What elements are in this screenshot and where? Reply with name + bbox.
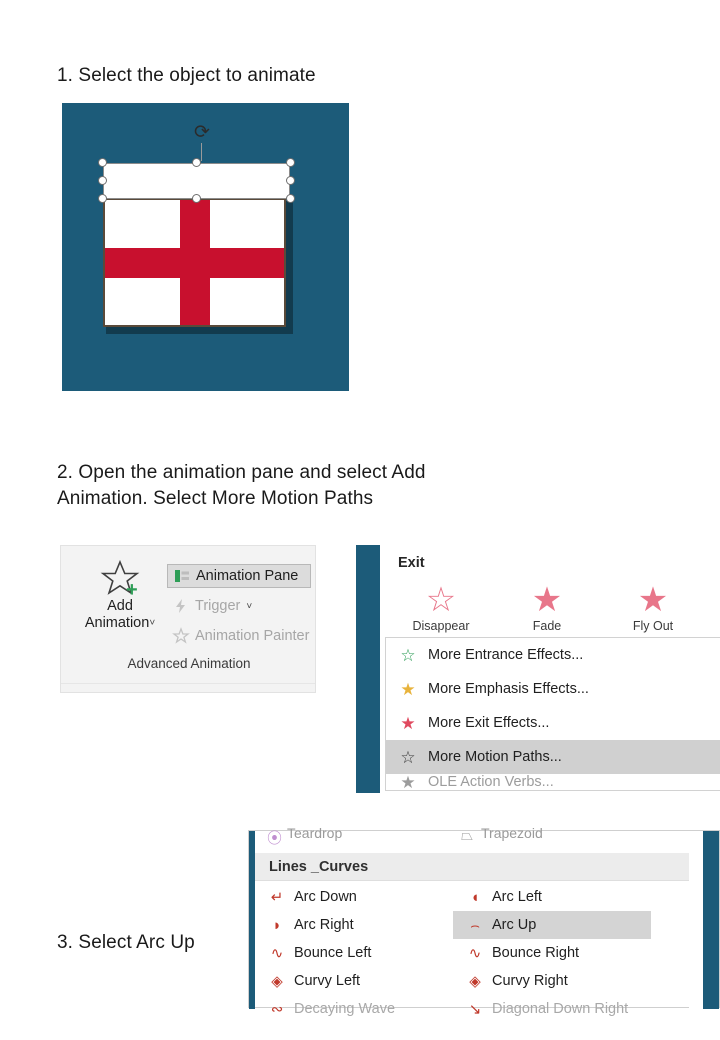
animation-painter-label: Animation Painter bbox=[195, 628, 310, 644]
menu-item-more-emphasis-effects-label: More Emphasis Effects... bbox=[428, 681, 589, 697]
selection-handle-top-center[interactable] bbox=[192, 158, 201, 167]
animation-effects-gallery bbox=[356, 545, 720, 793]
menu-item-more-motion-paths-label: More Motion Paths... bbox=[428, 749, 562, 765]
green-star-icon: ☆ bbox=[400, 645, 416, 665]
trigger-lightning-icon bbox=[173, 598, 189, 614]
ole-action-icon: ★ bbox=[400, 772, 416, 792]
motion-path-star-icon: ☆ bbox=[400, 747, 416, 767]
selection-handle-bottom-center[interactable] bbox=[192, 194, 201, 203]
motion-path-arc-right-label: Arc Right bbox=[294, 917, 354, 933]
rotate-handle-stem bbox=[201, 143, 202, 161]
effect-fly-out[interactable] bbox=[608, 581, 698, 633]
clipped-teardrop-label: Teardrop bbox=[287, 825, 343, 841]
trigger-chevron-down-icon[interactable]: ˅ bbox=[246, 600, 253, 612]
flag-cross-horizontal bbox=[105, 248, 284, 278]
animation-painter-button[interactable] bbox=[167, 624, 317, 648]
effect-disappear[interactable] bbox=[396, 581, 486, 633]
motion-path-curvy-right[interactable] bbox=[453, 967, 651, 995]
effect-disappear-label: Disappear bbox=[412, 619, 470, 633]
arc-down-icon: ↵ bbox=[270, 888, 284, 906]
step-1-heading: 1. Select the object to animate bbox=[57, 65, 316, 86]
star-outline-exit-icon: ☆ bbox=[425, 581, 457, 619]
more-effects-menu bbox=[385, 637, 720, 791]
add-animation-star-icon bbox=[100, 560, 140, 601]
motion-paths-grid bbox=[255, 883, 691, 1018]
motion-path-row bbox=[255, 967, 691, 995]
arc-right-icon: ◗ bbox=[272, 916, 282, 934]
teardrop-icon: ⦿ bbox=[267, 830, 283, 847]
exit-section-label: Exit bbox=[398, 555, 425, 571]
motion-path-arc-down-label: Arc Down bbox=[294, 889, 357, 905]
motion-path-curvy-left[interactable] bbox=[255, 967, 453, 995]
bounce-right-icon: ∿ bbox=[468, 944, 482, 962]
flag-graphic bbox=[103, 198, 286, 327]
motion-path-diagonal-down-right[interactable] bbox=[453, 995, 651, 1023]
step-2-heading: 2. Open the animation pane and select Add Animation. Select More Motion Paths bbox=[57, 462, 426, 509]
motion-path-bounce-left[interactable] bbox=[255, 939, 453, 967]
menu-item-more-entrance-effects[interactable] bbox=[386, 638, 720, 672]
animation-painter-icon bbox=[173, 628, 189, 644]
step-3-heading: 3. Select Arc Up bbox=[57, 932, 195, 953]
selection-handle-top-left[interactable] bbox=[98, 158, 107, 167]
menu-item-more-motion-paths[interactable] bbox=[386, 740, 720, 774]
effect-fade[interactable] bbox=[502, 581, 592, 633]
decaying-wave-icon: ∾ bbox=[270, 1000, 284, 1018]
add-animation-label-line1: Add bbox=[107, 598, 133, 614]
effect-fade-label: Fade bbox=[532, 619, 562, 633]
motion-path-row bbox=[255, 883, 691, 911]
add-animation-label-line2: Animation bbox=[84, 614, 150, 631]
clipped-trapezoid-label: Trapezoid bbox=[481, 825, 543, 841]
chevron-down-icon[interactable]: ˅ bbox=[149, 617, 156, 629]
motion-path-bounce-left-label: Bounce Left bbox=[294, 945, 372, 961]
motion-path-curvy-left-label: Curvy Left bbox=[294, 973, 361, 989]
menu-item-more-emphasis-effects[interactable] bbox=[386, 672, 720, 706]
yellow-star-icon: ★ bbox=[400, 679, 416, 699]
clipped-previous-row bbox=[255, 825, 691, 853]
motion-path-diagonal-down-right-label: Diagonal Down Right bbox=[492, 1001, 629, 1017]
trapezoid-icon: ⏢ bbox=[461, 827, 474, 844]
ribbon-group-label: Advanced Animation bbox=[127, 656, 251, 671]
selection-handle-middle-left[interactable] bbox=[98, 176, 107, 185]
add-animation-button[interactable] bbox=[75, 560, 165, 631]
bounce-left-icon: ∿ bbox=[270, 944, 284, 962]
motion-path-row-clipped bbox=[255, 995, 691, 1018]
menu-item-more-exit-effects[interactable] bbox=[386, 706, 720, 740]
menu-item-ole-action-verbs-label: OLE Action Verbs... bbox=[428, 774, 554, 790]
motion-path-arc-left-label: Arc Left bbox=[492, 889, 542, 905]
gallery-right-rail bbox=[703, 831, 719, 1009]
motion-path-arc-up-label: Arc Up bbox=[492, 917, 537, 933]
selection-handle-bottom-right[interactable] bbox=[286, 194, 295, 203]
plus-icon: + bbox=[126, 579, 138, 601]
ribbon-divider bbox=[61, 683, 315, 692]
diagonal-down-right-icon: ↘ bbox=[468, 1000, 482, 1018]
selection-handle-top-right[interactable] bbox=[286, 158, 295, 167]
arc-left-icon: ◖ bbox=[470, 888, 480, 906]
arc-up-icon: ⌢ bbox=[470, 916, 480, 934]
curvy-left-icon: ◈ bbox=[271, 972, 283, 990]
motion-path-bounce-right-label: Bounce Right bbox=[492, 945, 580, 961]
motion-path-bounce-right[interactable] bbox=[453, 939, 651, 967]
motion-path-arc-left[interactable] bbox=[453, 883, 651, 911]
star-solid-exit-icon: ★ bbox=[531, 581, 563, 619]
curvy-right-icon: ◈ bbox=[469, 972, 481, 990]
trigger-menu-button[interactable] bbox=[167, 594, 311, 618]
animation-pane-icon bbox=[174, 568, 190, 584]
star-flyout-exit-icon: ★ bbox=[637, 581, 669, 619]
menu-item-more-entrance-effects-label: More Entrance Effects... bbox=[428, 647, 584, 663]
motion-paths-gallery bbox=[248, 825, 720, 1018]
rotate-handle-icon[interactable]: ⟳ bbox=[194, 122, 210, 143]
motion-path-row bbox=[255, 939, 691, 967]
motion-path-arc-down[interactable] bbox=[255, 883, 453, 911]
motion-path-arc-up[interactable] bbox=[453, 911, 651, 939]
red-star-icon: ★ bbox=[400, 713, 416, 733]
motion-path-decaying-wave[interactable] bbox=[255, 995, 453, 1023]
animation-pane-button[interactable] bbox=[167, 564, 311, 588]
motion-path-arc-right[interactable] bbox=[255, 911, 453, 939]
effect-fly-out-label: Fly Out bbox=[632, 619, 674, 633]
lines-curves-section-header: Lines _Curves bbox=[255, 853, 691, 881]
slide-edge-backdrop bbox=[356, 545, 380, 793]
slide-canvas[interactable] bbox=[62, 103, 349, 391]
motion-path-row bbox=[255, 911, 691, 939]
advanced-animation-ribbon-group bbox=[60, 545, 316, 693]
selection-handle-bottom-left[interactable] bbox=[98, 194, 107, 203]
menu-item-more-exit-effects-label: More Exit Effects... bbox=[428, 715, 550, 731]
gallery-right-gap bbox=[689, 831, 703, 1009]
trigger-label: Trigger bbox=[195, 598, 241, 614]
motion-path-decaying-wave-label: Decaying Wave bbox=[294, 1001, 396, 1017]
menu-item-ole-action-verbs[interactable] bbox=[386, 774, 720, 790]
selection-handle-middle-right[interactable] bbox=[286, 176, 295, 185]
motion-path-curvy-right-label: Curvy Right bbox=[492, 973, 568, 989]
england-flag-image[interactable] bbox=[103, 198, 290, 331]
animation-pane-label: Animation Pane bbox=[196, 568, 299, 584]
